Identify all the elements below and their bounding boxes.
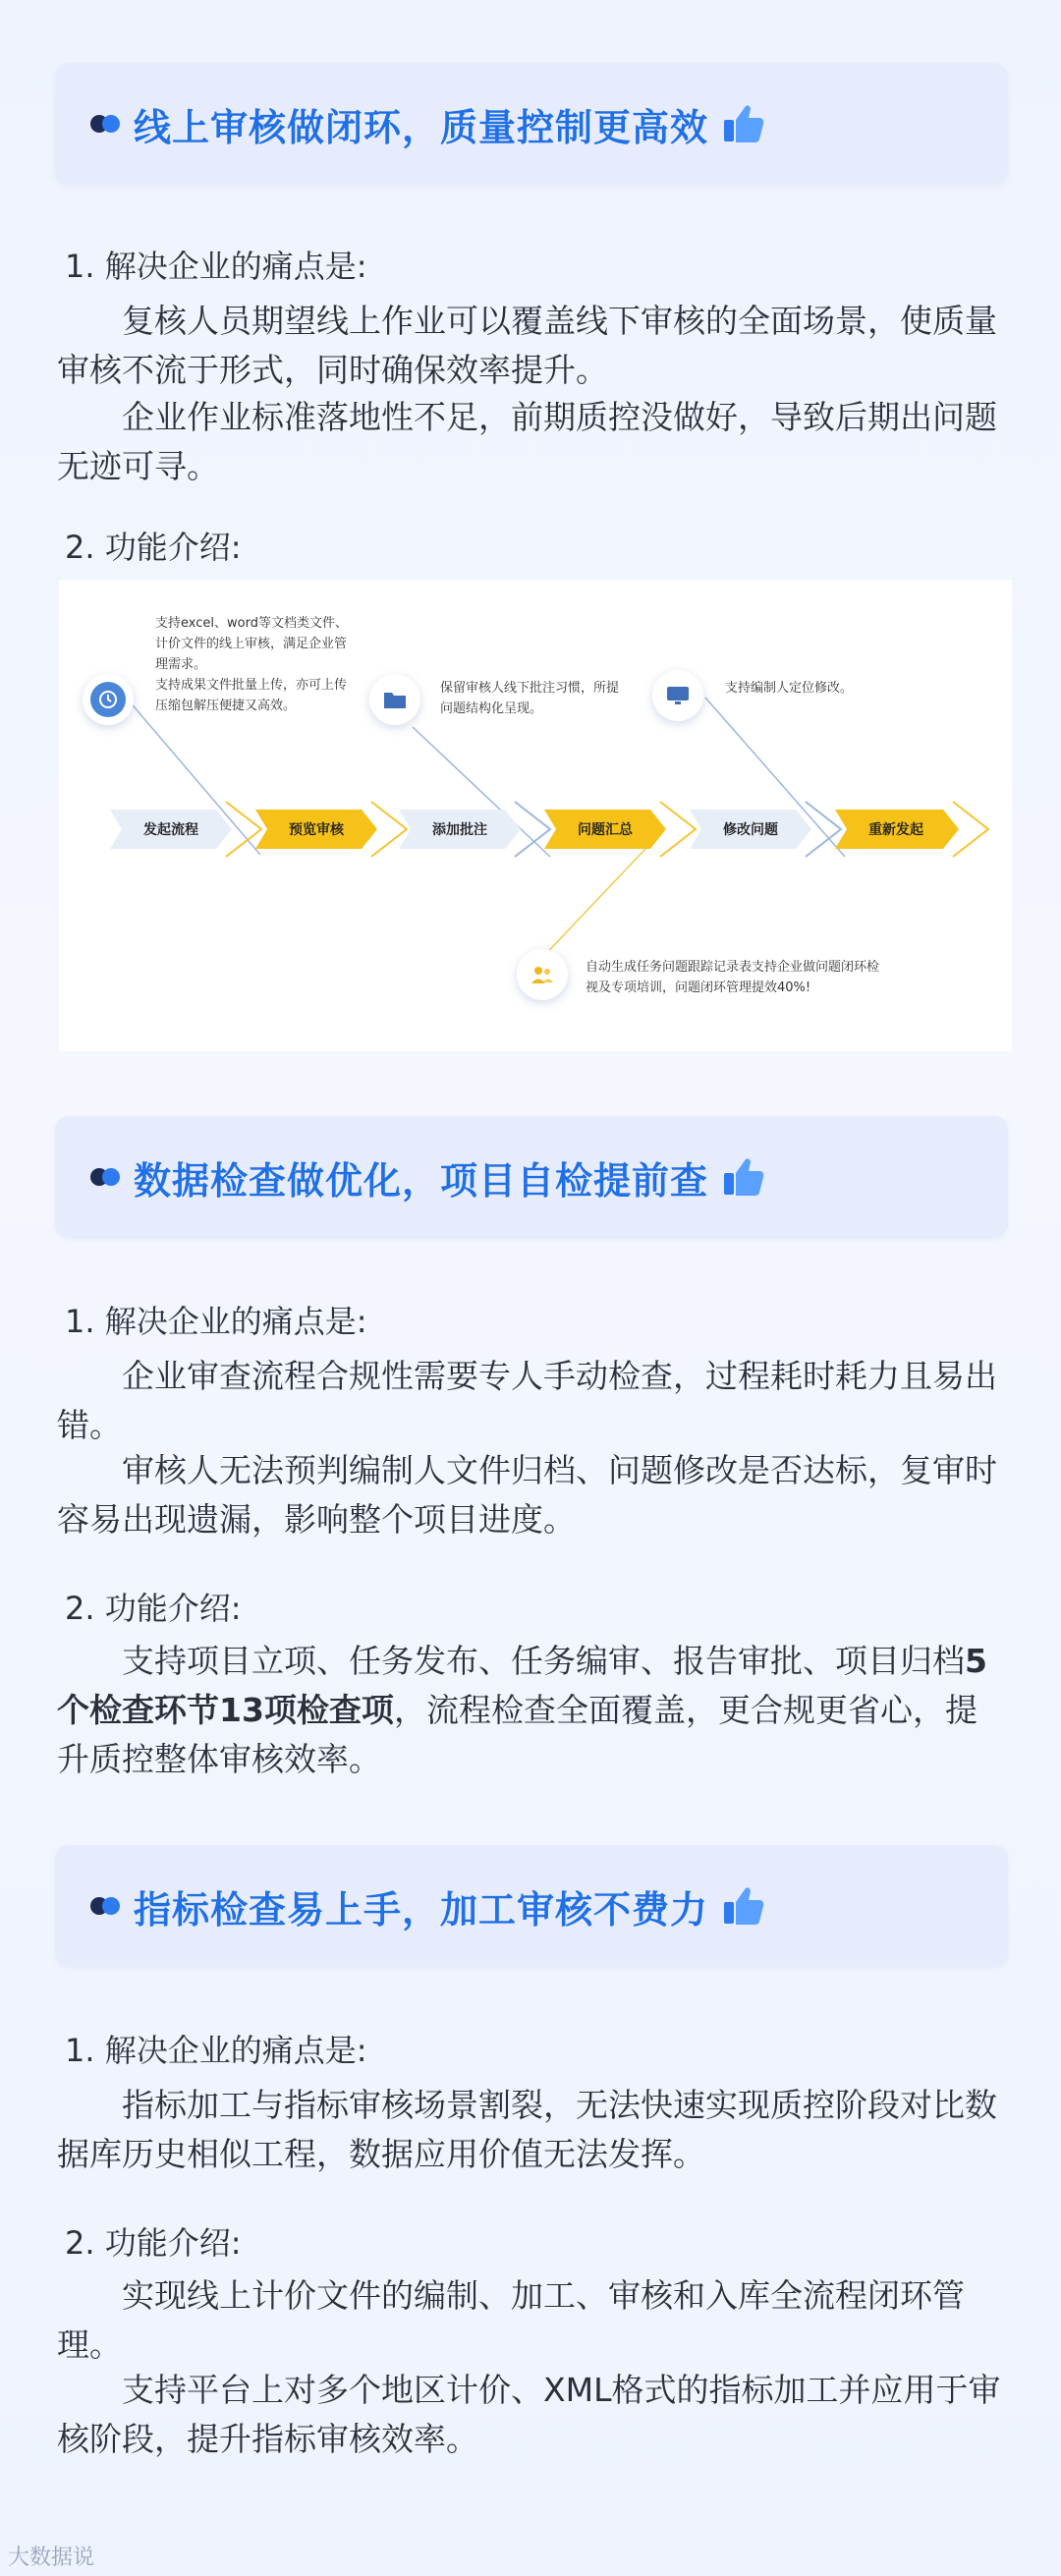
feature-paragraph-3a: 实现线上计价文件的编制、加工、审核和入库全流程闭环管理。 xyxy=(57,2276,965,2364)
section-title-2: 数据检查做优化，项目自检提前查 xyxy=(134,1158,709,1203)
step-issue-summary: 问题汇总 xyxy=(578,822,633,838)
note-locate-modify: 支持编制人定位修改。 xyxy=(725,681,854,696)
pain-heading-3: 1. 解决企业的痛点是: xyxy=(65,2032,367,2069)
feature-paragraph-3b: 支持平台上对多个地区计价、XML格式的指标加工并应用于审核阶段，提升指标审核效率。 xyxy=(57,2371,1001,2458)
feature-heading-3: 2. 功能介绍: xyxy=(65,2224,242,2262)
note-annotation-habit: 保留审核人线下批注习惯，所提 问题结构化呈现。 xyxy=(440,681,620,716)
monitor-icon xyxy=(652,670,703,721)
thumbs-up-icon xyxy=(720,100,767,147)
thumbs-up-icon xyxy=(720,1882,767,1930)
pain-paragraph-2a: 企业审查流程合规性需要专人手动检查，过程耗时耗力且易出错。 xyxy=(57,1357,997,1444)
step-add-annotation: 添加批注 xyxy=(432,822,487,838)
pain-heading-2: 1. 解决企业的痛点是: xyxy=(65,1303,367,1340)
process-diagram xyxy=(59,580,1012,1051)
step-preview-review: 预览审核 xyxy=(289,822,344,838)
step-modify-issue: 修改问题 xyxy=(723,822,778,838)
pain-heading-1: 1. 解决企业的痛点是: xyxy=(65,248,367,285)
pain-paragraph-2b: 审核人无法预判编制人文件归档、问题修改是否达标，复审时容易出现遗漏，影响整个项目进度。 xyxy=(57,1451,997,1539)
bullet-dots-icon xyxy=(90,115,120,133)
section-header-2 xyxy=(55,1116,1008,1238)
note-tracking-record: 自动生成任务问题跟踪记录表支持企业做问题闭环检 视及专项培训，问题闭环管理提效40%! xyxy=(586,960,880,995)
step-start-process: 发起流程 xyxy=(143,822,198,838)
pain-paragraph-3: 指标加工与指标审核场景割裂，无法快速实现质控阶段对比数据库历史相似工程，数据应用价值无法发挥。 xyxy=(57,2086,997,2173)
section-title-3: 指标检查易上手，加工审核不费力 xyxy=(134,1887,709,1932)
section-title-1: 线上审核做闭环，质量控制更高效 xyxy=(134,105,709,149)
thumbs-up-icon xyxy=(720,1153,767,1201)
feature-heading-2: 2. 功能介绍: xyxy=(65,1590,242,1627)
pain-paragraph-1a: 复核人员期望线上作业可以覆盖线下审核的全面场景，使质量审核不流于形式，同时确保效率提升。 xyxy=(57,302,997,389)
bullet-dots-icon xyxy=(90,1897,120,1915)
watermark-logo: 大数据说 xyxy=(8,2546,95,2570)
section-header-1 xyxy=(55,63,1008,185)
feature-paragraph-2: 支持项目立项、任务发布、任务编审、报告审批、项目归档5个检查环节13项检查项，流程检查全面覆盖，更合规更省心，提升质控整体审核效率。 xyxy=(57,1642,987,1778)
section-header-3 xyxy=(55,1845,1008,1967)
bullet-dots-icon xyxy=(90,1168,120,1186)
step-restart: 重新发起 xyxy=(868,822,923,838)
feature-heading-1: 2. 功能介绍: xyxy=(65,529,242,566)
pain-paragraph-1b: 企业作业标准落地性不足，前期质控没做好，导致后期出问题无迹可寻。 xyxy=(57,398,997,485)
users-icon xyxy=(517,949,568,1000)
clock-icon xyxy=(83,674,134,725)
note-upload-support: 支持excel、word等文档类文件、 计价文件的线上审核，满足企业管 理需求。 支持成果文件批量上传，亦可上传 压缩包解压便捷又高效。 xyxy=(155,616,348,713)
